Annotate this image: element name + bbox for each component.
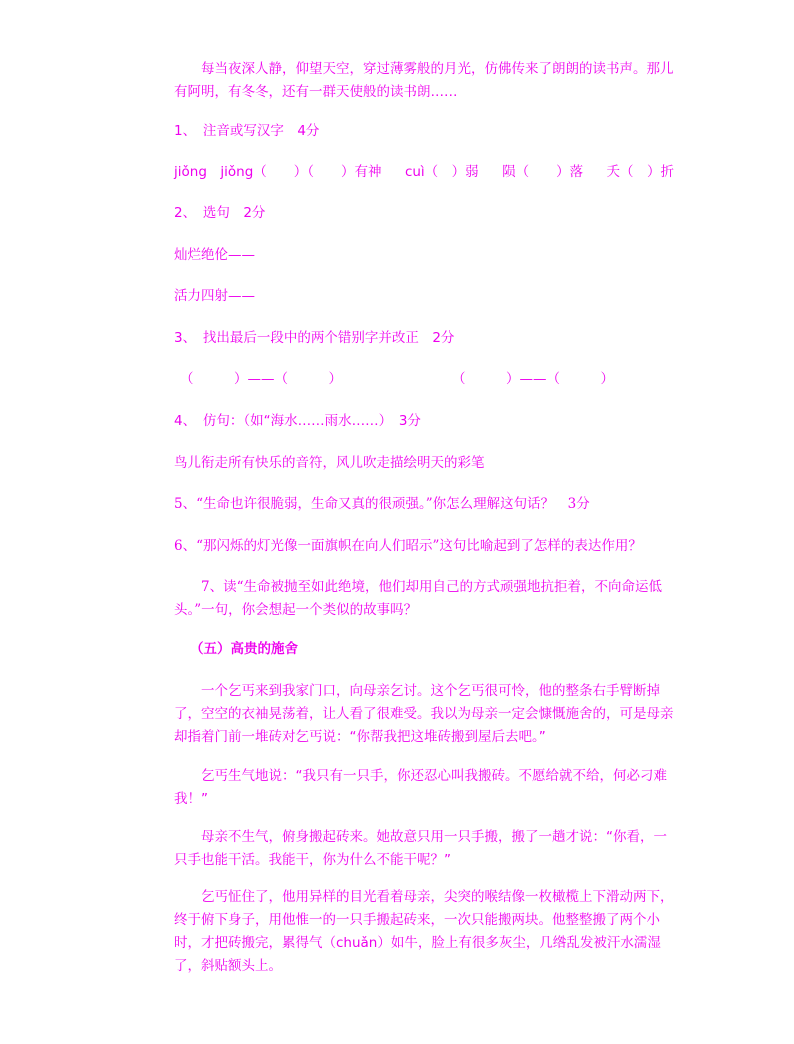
- question-2-item-1: 灿烂绝伦——: [174, 247, 255, 263]
- question-4-label: 4、 仿句：（如“海水……雨水……） 3分: [174, 413, 421, 429]
- question-2-item-2: 活力四射——: [174, 288, 255, 304]
- question-1-label: 1、 注音或写汉字 4分: [174, 123, 320, 139]
- question-5-label: 5、“生命也许很脆弱，生命又真的很顽强。”你怎么理解这句话？ 3分: [174, 496, 590, 512]
- pinyin-item: jiǒng jiǒng（ ）（ ）有神: [174, 164, 382, 180]
- question-4-sentence: 鸟儿衔走所有快乐的音符，风儿吹走描绘明天的彩笔: [174, 455, 485, 471]
- pinyin-item: 夭（ ）折: [606, 164, 674, 180]
- story-paragraph-4: 乞丐怔住了，他用异样的目光看着母亲，尖突的喉结像一枚橄榄上下滑动两下，终于俯下身子，用他惟一的一只手搬起砖来，一次只能搬两块。他整整搬了两个小时，才把砖搬完，累得气（chuǎn）如牛，脸上有很多灰尘，几绺乱发被汗水濡湿了，斜贴额头上。: [174, 889, 674, 974]
- blank-pair-right: （ ）——（ ）: [452, 371, 614, 387]
- section-title: （五）高贵的施舍: [190, 641, 298, 657]
- question-2-label: 2、 选句 2分: [174, 205, 266, 221]
- story-paragraph-1: 一个乞丐来到我家门口，向母亲乞讨。这个乞丐很可怜，他的整条右手臂断掉了，空空的衣袖晃荡着，让人看了很难受。我以为母亲一定会慷慨施舍的，可是母亲却指着门前一堆砖对乞丐说：“你帮我把这堆砖搬到屋后去吧。”: [174, 683, 674, 745]
- question-3-label: 3、 找出最后一段中的两个错别字并改正 2分: [174, 330, 455, 346]
- blank-pair-left: （ ）——（ ）: [180, 371, 342, 387]
- pinyin-item: cuì（ ）弱: [404, 164, 479, 180]
- story-paragraph-2: 乞丐生气地说：“我只有一只手，你还忍心叫我搬砖。不愿给就不给，何必刁难我！”: [174, 768, 667, 807]
- question-6-label: 6、“那闪烁的灯光像一面旗帜在向人们昭示”这句比喻起到了怎样的表达作用？: [174, 538, 642, 554]
- pinyin-item: 陨（ ）落: [502, 164, 584, 180]
- question-1-pinyin-row: [174, 161, 674, 183]
- intro-paragraph: 每当夜深人静，仰望天空，穿过薄雾般的月光，仿佛传来了朗朗的读书声。那儿有阿明，有冬冬，还有一群天使般的读书朗……: [174, 61, 674, 100]
- story-paragraph-3: 母亲不生气，俯身搬起砖来。她故意只用一只手搬，搬了一趟才说：“你看，一只手也能干活。我能干，你为什么不能干呢？”: [174, 829, 667, 868]
- question-7-label: 7、读“生命被抛至如此绝境，他们却用自己的方式顽强地抗拒着，不向命运低头。”一句，你会想起一个类似的故事吗？: [174, 579, 662, 618]
